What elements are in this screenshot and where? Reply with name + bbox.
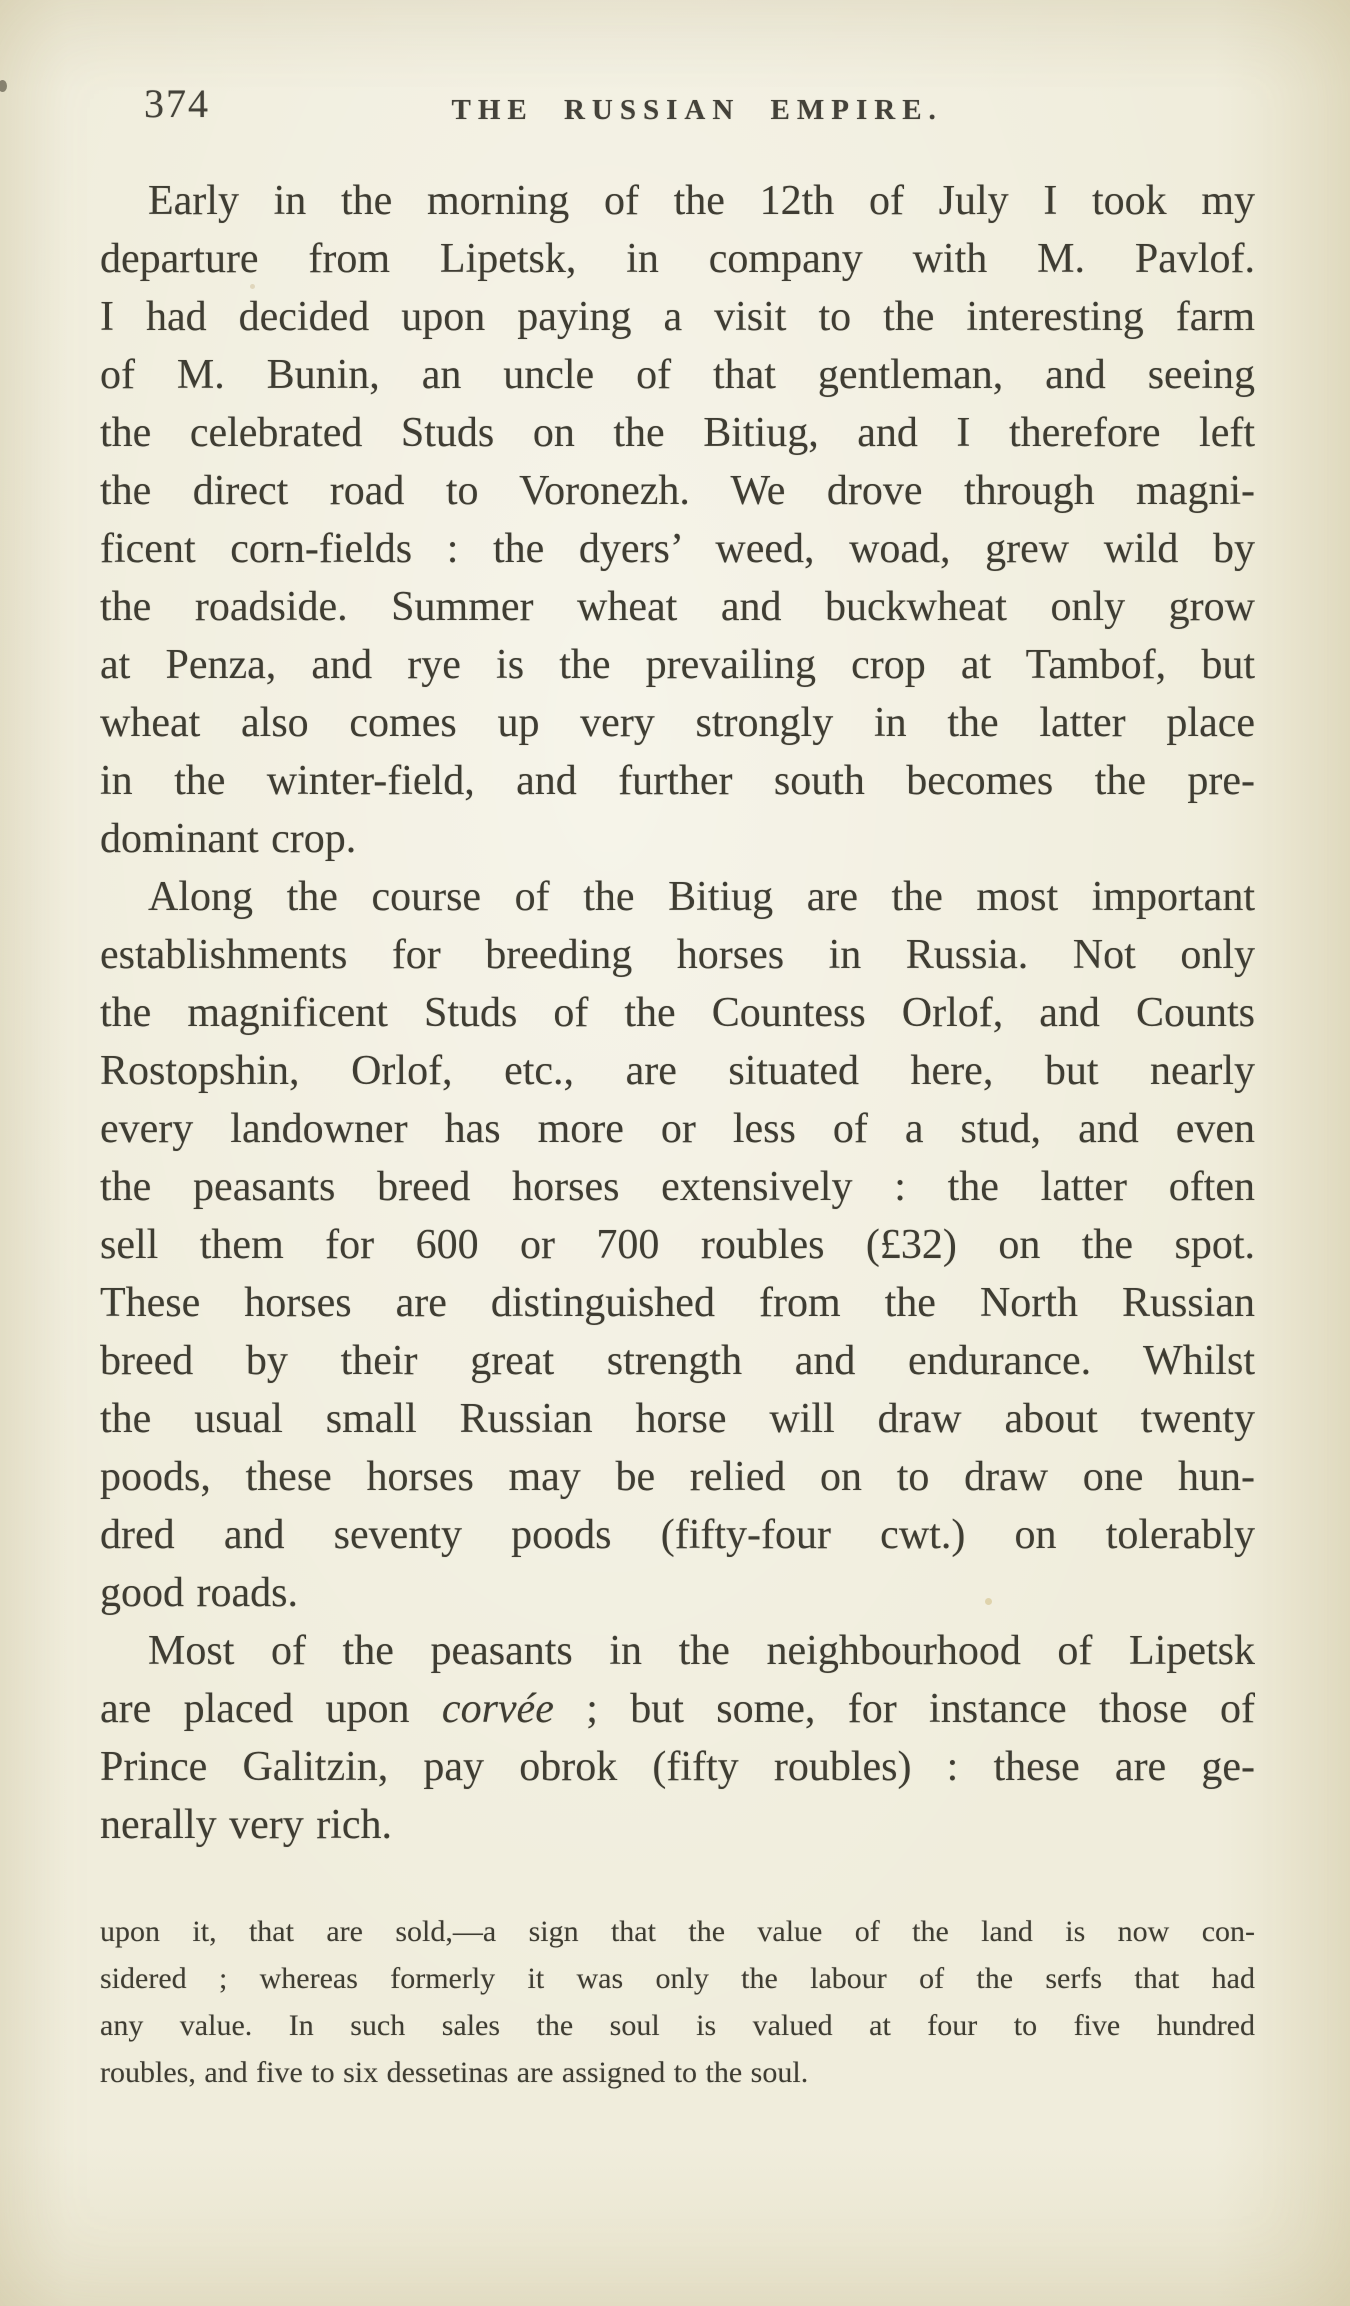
body-line: every landowner has more or less of a stud, and even: [100, 1106, 1255, 1152]
body-line: the celebrated Studs on the Bitiug, and I therefore left: [100, 410, 1255, 456]
page-number: 374: [144, 81, 210, 126]
footnote-line: roubles, and five to six dessetinas are assigned to the soul.: [100, 2056, 809, 2089]
body-line: [100, 1680, 1255, 1738]
body-line: departure from Lipetsk, in company with M. Pavlof.: [100, 236, 1255, 282]
paragraph: [100, 868, 1255, 1622]
page-content: [100, 0, 1255, 2306]
body-line: in the winter-field, and further south becomes the pre-: [100, 758, 1255, 804]
body-line: dred and seventy poods (fifty-four cwt.) on tolerably: [100, 1512, 1255, 1558]
body-line: ficent corn-fields : the dyers’ weed, woad, grew wild by: [100, 526, 1255, 572]
body-line: breed by their great strength and endurance. Whilst: [100, 1338, 1255, 1384]
body-line: establishments for breeding horses in Russia. Not only: [100, 932, 1255, 978]
paper-speck: [0, 80, 7, 92]
body-line: the direct road to Voronezh. We drove through magni-: [100, 468, 1255, 514]
body-line: These horses are distinguished from the North Russian: [100, 1280, 1255, 1326]
body-line: Prince Galitzin, pay obrok (fifty roubles) : these are ge-: [100, 1744, 1255, 1790]
body-line: Along the course of the Bitiug are the most important: [148, 874, 1255, 920]
body-text: [100, 172, 1255, 1854]
body-line: the magnificent Studs of the Countess Orlof, and Counts: [100, 990, 1255, 1036]
footnote: [100, 1908, 1255, 2096]
body-line: I had decided upon paying a visit to the interesting farm: [100, 294, 1255, 340]
text-segment: ; but some, for instance those of: [553, 1686, 1255, 1732]
page-header: [100, 82, 1255, 130]
body-line: the usual small Russian horse will draw about twenty: [100, 1396, 1255, 1442]
body-line: Early in the morning of the 12th of July I took my: [148, 178, 1255, 224]
footnote-line: upon it, that are sold,—a sign that the value of the land is now con-: [100, 1915, 1255, 1948]
running-title: THE RUSSIAN EMPIRE.: [451, 94, 943, 126]
body-line: nerally very rich.: [100, 1802, 393, 1848]
paragraph: [100, 172, 1255, 868]
footnote-line: sidered ; whereas formerly it was only the labour of the serfs that had: [100, 1962, 1255, 1995]
body-line: Rostopshin, Orlof, etc., are situated here, but nearly: [100, 1048, 1255, 1094]
body-line: sell them for 600 or 700 roubles (£32) on the spot.: [100, 1222, 1255, 1268]
body-line: at Penza, and rye is the prevailing crop at Tambof, but: [100, 642, 1255, 688]
body-line: good roads.: [100, 1570, 298, 1616]
body-line: poods, these horses may be relied on to draw one hun-: [100, 1454, 1255, 1500]
body-line: the peasants breed horses extensively : the latter often: [100, 1164, 1255, 1210]
body-line: the roadside. Summer wheat and buckwheat only grow: [100, 584, 1255, 630]
body-line: of M. Bunin, an uncle of that gentleman, and seeing: [100, 352, 1255, 398]
footnote-line: any value. In such sales the soul is valued at four to five hundred: [100, 2009, 1255, 2042]
text-segment: are placed upon: [100, 1686, 442, 1732]
paragraph: [100, 1622, 1255, 1854]
italic-text: corvée: [441, 1686, 554, 1732]
body-line: Most of the peasants in the neighbourhood of Lipetsk: [148, 1628, 1255, 1674]
body-line: wheat also comes up very strongly in the latter place: [100, 700, 1255, 746]
body-line: dominant crop.: [100, 816, 357, 862]
